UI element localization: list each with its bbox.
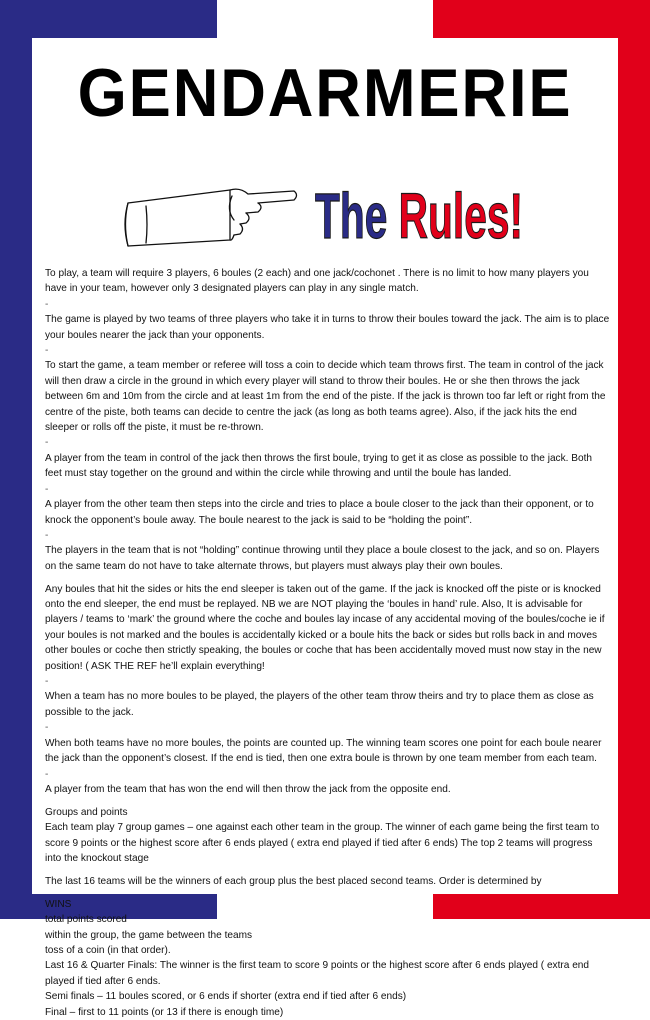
rule-paragraph: The players in the team that is not “holding” continue throwing until they place a boule closest to the jack, and so on. Players on the same team do not have to take alternate throws, but players must always play their own boules.: [45, 545, 600, 572]
title-banner: [64, 51, 586, 135]
rule-paragraph: Any boules that hit the sides or hits the end sleeper is taken out of the game. If the jack is knocked off the piste or is knocked onto the end sleeper, the end must be replayed. NB we are NOT playing the ‘boules in hand’ rule. Also, It is advisable for players / teams to ‘mark’ the ground where the coche and boules lay incase of any accidental moving of the boules/coche ie if your boules is not marked and the boules is accidentally kicked or a boule hits the back or sides but rolls back in and moves other boules or coche then strictly speaking, the boules or coche that has been accidentally moved must now stay in the new position! ( ASK THE REF he’ll explain everything!: [45, 583, 605, 672]
separator: -: [45, 437, 49, 449]
separator: -: [45, 722, 49, 734]
order-wins: WINS: [45, 898, 72, 910]
rule-paragraph: The game is played by two teams of three players who take it in turns to throw their boules toward the jack. The aim is to place your boules nearer the jack than your opponents.: [45, 314, 610, 341]
rule-paragraph: When a team has no more boules to be played, the players of the other team throw theirs and try to place them as close as possible to the jack.: [45, 691, 594, 718]
rule-paragraph: A player from the team in control of the jack then throws the first boule, trying to get it as close as possible to the jack. Both feet must stay together on the ground and within the circle while throwing and until the boule has landed.: [45, 452, 593, 480]
rules-heading: [315, 180, 615, 250]
knockout-semis: Semi finals – 11 boules scored, or 6 ends if shorter (extra end if tied after 6 ends): [45, 991, 407, 1003]
svg-text:The Rules!: The Rules!: [315, 180, 523, 250]
separator: -: [45, 676, 49, 688]
groups-text: Each team play 7 group games – one against each other team in the group. The winner of each game being the first team to score 9 points or the highest score after 6 ends played ( extra end played if tied after 6 ends) The top 2 teams will progress into the knockout stage: [45, 822, 600, 865]
knockout-final: Final – first to 11 points (or 13 if there is enough time): [45, 1006, 284, 1018]
separator: -: [45, 298, 49, 310]
pointing-glove-icon: [118, 180, 298, 252]
rule-paragraph: When both teams have no more boules, the points are counted up. The winning team scores one point for each boule nearer the jack than the opponent’s closest. If the end is tied, then one extra boule is thrown by one team member from each team.: [45, 737, 602, 765]
rule-paragraph: A player from the other team then steps into the circle and tries to place a boule closer to the jack than their opponent, or to knock the opponent’s boule away. The boule nearest to the jack is said to be “holding the point”.: [45, 499, 594, 526]
knockout-last16-qf: Last 16 & Quarter Finals: The winner is the first team to score 9 points or the highest score after 6 ends played ( extra end played if tied after 6 ends.: [45, 960, 590, 987]
rule-paragraph: A player from the team that has won the end will then throw the jack from the opposite end.: [45, 783, 451, 795]
separator: -: [45, 529, 49, 541]
rule-paragraph: To start the game, a team member or referee will toss a coin to decide which team throws first. The team in control of the jack will then draw a circle in the ground in which every player will stand to throw their boules. He or she then throws the jack between 6m and 10m from the circle and at least 1m from the end of the piste. If the jack is thrown too far left or right from the centre of the piste, both teams can decide to centre the jack (as long as both teams agree). Also, if the jack hits the end sleeper or rolls off the piste, it must be re-thrown.: [45, 360, 606, 434]
rules-body: [45, 266, 611, 1020]
page-title: GENDARMERIE: [77, 55, 573, 131]
order-total-points: total points scored: [45, 914, 127, 926]
order-within-group: within the group, the game between the teams: [45, 929, 253, 941]
rule-paragraph: To play, a team will require 3 players, 6 boules (2 each) and one jack/cochonet . There is no limit to how many players you have in your team, however only 3 designated players can play in any single match.: [45, 268, 589, 295]
separator: -: [45, 768, 49, 780]
last16-text: The last 16 teams will be the winners of each group plus the best placed second teams. Order is determined by: [45, 875, 542, 887]
separator: -: [45, 345, 49, 357]
order-toss: toss of a coin (in that order).: [45, 945, 171, 957]
groups-heading: Groups and points: [45, 806, 128, 818]
separator: -: [45, 483, 49, 495]
